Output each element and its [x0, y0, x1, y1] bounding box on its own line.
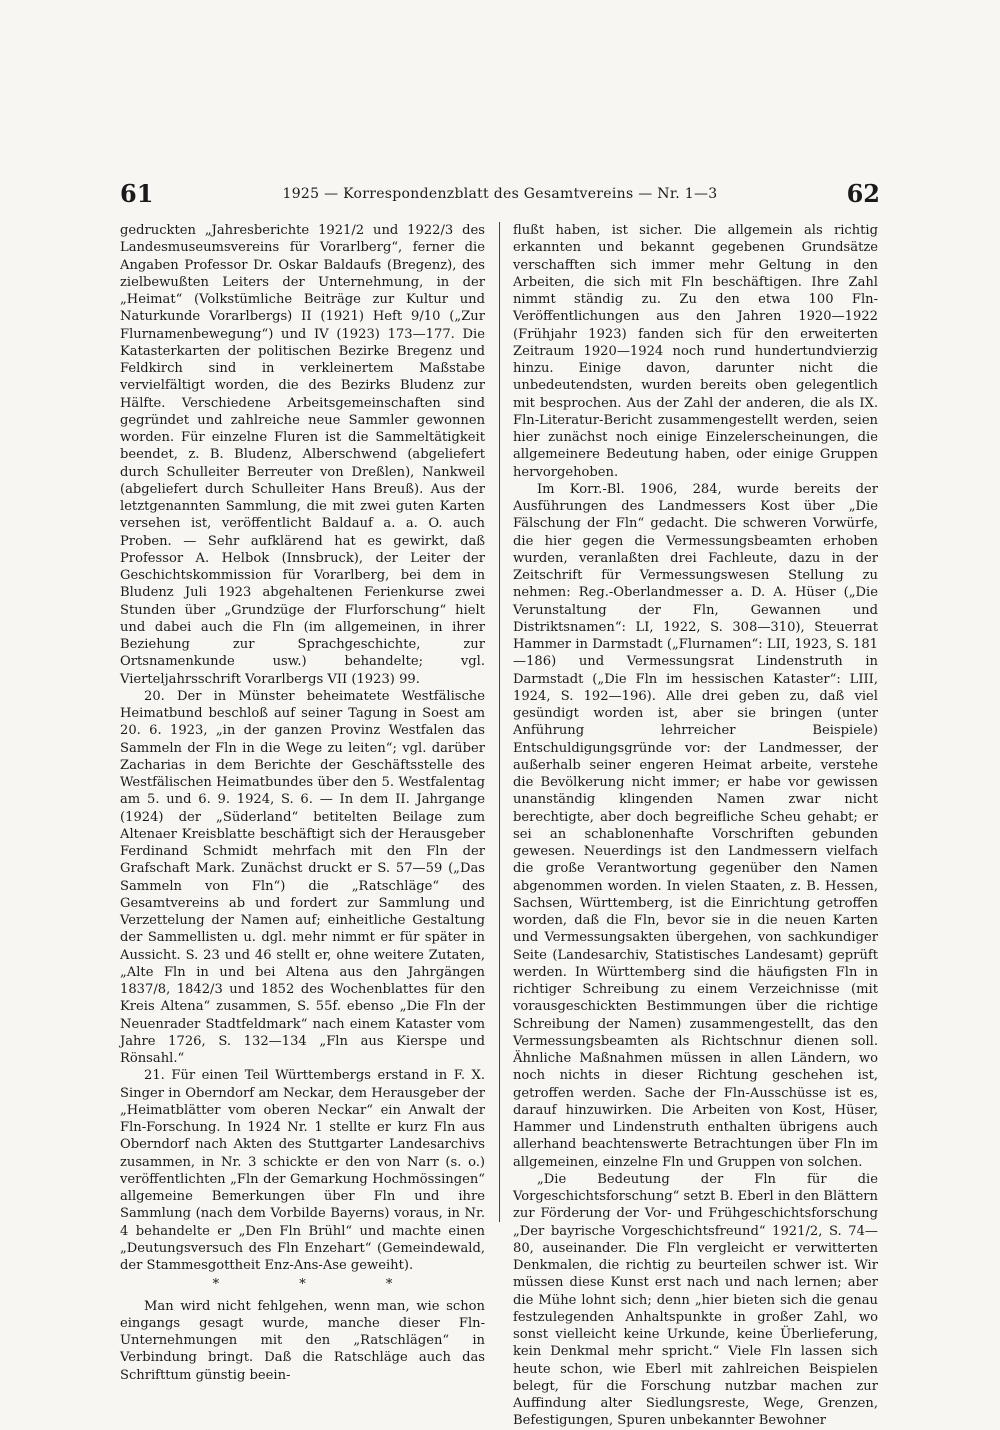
- paragraph: „Die Bedeutung der Fln für die Vorgeschichtsforschung“ setzt B. Eberl in den Blättern zur Förderung der Vor- und Frühgeschichtsforschung „Der bayrische Vorgeschichtsfreund“ 1921/2, S. 74—80, auseinander. Die Fln vergleicht er verwitterten Denkmalen, die richtig zu beurteilen schwer ist. Wir müssen diese Kunst erst nach und nach lernen; aber die Mühe lohnt sich; denn „hier bieten sich die genau festzulegenden Anhaltspunkte in großer Zahl, wo sonst vielleicht keine Urkunde, keine Überlieferung, kein Denkmal mehr spricht.“ Viele Fln lassen sich heute schon, wie Eberl mit zahlreichen Beispielen belegt, für die Forschung nutzbar machen zur Auffindung alter Siedlungsreste, Wege, Grenzen, Befestigungen, Spuren unbekannter Bewohner: [513, 1171, 878, 1429]
- paragraph: 21. Für einen Teil Württembergs erstand in F. X. Singer in Oberndorf am Neckar, dem Herausgeber der „Heimatblätter vom oberen Neckar“ ein Anwalt der Fln-Forschung. In 1924 Nr. 1 stellte er kurz Fln aus Oberndorf nach Akten des Stuttgarter Landesarchivs zusammen, in Nr. 3 schickte er den von Narr (s. o.) veröffentlichten „Fln der Gemarkung Hochmössingen“ allgemeine Bemerkungen über Fln und ihre Sammlung (nach dem Vorbilde Bayerns) voraus, in Nr. 4 behandelte er „Den Fln Brühl“ und machte einen „Deutungsversuch des Fln Enzehart“ (Gemeindewald, der Stammesgottheit Enz-Ans-Ase geweiht).: [120, 1068, 485, 1273]
- column-divider: [499, 222, 500, 1222]
- page-number-right: 62: [846, 179, 880, 208]
- paragraph: gedruckten „Jahresberichte 1921/2 und 1922/3 des Landesmuseumsvereins für Vorarlberg“, ferner die Angaben Professor Dr. Oskar Baldaufs (Bregenz), des zielbewußten Leiters der Unternehmung, in der „Heimat“ (Volkstümliche Beiträge zur Kultur und Naturkunde Vorarlbergs) II (1921) Heft 9/10 („Zur Flurnamenbewegung“) und IV (1923) 173—177. Die Katasterkarten der politischen Bezirke Bregenz und Feldkirch sind in verkleinertem Maßstabe vervielfältigt worden, die des Bezirks Bludenz zur Hälfte. Verschiedene Arbeitsgemeinschaften sind gegründet und zahlreiche neue Sammler gewonnen worden. Für einzelne Fluren ist die Sammeltätigkeit beendet, z. B. Bludenz, Alberschwend (abgeliefert durch Schulleiter Berreuter von Dreßlen), Nankweil (abgeliefert durch Schulleiter Hans Breuß). Aus der letztgenannten Sammlung, die mit zwei guten Karten versehen ist, veröffentlicht Baldauf a. a. O. auch Proben. — Sehr aufklärend hat es gewirkt, daß Professor A. Helbok (Innsbruck), der Leiter der Geschichtskommission für Vorarlberg, bei dem in Bludenz Juli 1923 abgehaltenen Ferienkurse zwei Stunden über „Grundzüge der Flurforschung“ hielt und dabei auch die Fln (im allgemeinen, in ihrer Beziehung zur Sprachgeschichte, zur Ortsnamenkunde usw.) behandelte; vgl. Vierteljahrsschrift Vorarlbergs VII (1923) 99.: [120, 223, 485, 687]
- paragraph: 20. Der in Münster beheimatete Westfälische Heimatbund beschloß auf seiner Tagung in Soest am 20. 6. 1923, „in der ganzen Provinz Westfalen das Sammeln der Fln in die Wege zu leiten“; vgl. darüber Zacharias in dem Berichte der Geschäftsstelle des Westfälischen Heimatbundes über den 5. Westfalentag am 5. und 6. 9. 1924, S. 6. — In dem II. Jahrgange (1924) der „Süderland“ betitelten Beilage zum Altenaer Kreisblatte beschäftigt sich der Herausgeber Ferdinand Schmidt mehrfach mit den Fln der Grafschaft Mark. Zunächst druckt er S. 57—59 („Das Sammeln von Fln“) die „Ratschläge“ des Gesamtvereins ab und fordert zur Sammlung und Verzettelung der Namen auf; einheitliche Gestaltung der Sammellisten u. dgl. mehr nimmt er für später in Aussicht. S. 23 und 46 stellt er, ohne weitere Zutaten, „Alte Fln in und bei Altena aus den Jahrgängen 1837/8, 1842/3 und 1852 des Wochenblattes für den Kreis Altena“ zusammen, S. 55f. ebenso „Die Fln der Neuenrader Stadtfeldmark“ nach einem Kataster vom Jahre 1726, S. 132—134 „Fln aus Kierspe und Rönsahl.“: [120, 688, 485, 1066]
- running-title: 1925 — Korrespondenzblatt des Gesamtvereins — Nr. 1—3: [282, 186, 718, 202]
- paragraph: Im Korr.-Bl. 1906, 284, wurde bereits der Ausführungen des Landmessers Kost über „Die Fälschung der Fln“ gedacht. Die schweren Vorwürfe, die hier gegen die Vermessungsbeamten erhoben wurden, veranlaßten drei Fachleute, dazu in der Zeitschrift für Vermessungswesen Stellung zu nehmen: Reg.-Oberlandmesser a. D. A. Hüser („Die Verunstaltung der Fln, Gewannen und Distriktsnamen“: LI, 1922, S. 308—310), Steuerrat Hammer in Darmstadt („Flurnamen“: LII, 1923, S. 181—186) und Vermessungsrat Lindenstruth in Darmstadt („Die Fln im hessischen Kataster“: LIII, 1924, S. 192—196). Alle drei geben zu, daß viel gesündigt worden ist, aber sie bringen (unter Anführung lehrreicher Beispiele) Entschuldigungsgründe vor: der Landmesser, der außerhalb seiner engeren Heimat arbeite, verstehe die Bevölkerung nicht immer; er habe vor gewissen unanständig klingenden Namen zwar nicht berechtigte, aber doch begreifliche Scheu gehabt; er sei an schablonenhafte Vorschriften gebunden gewesen. Neuerdings ist den Landmessern vielfach die große Verantwortung gegenüber den Namen abgenommen worden. In vielen Staaten, z. B. Hessen, Sachsen, Württemberg, ist die Einrichtung getroffen worden, daß die Fln, bevor sie in die neuen Karten und Vermessungsakten übergehen, von sachkundiger Seite (Landesarchiv, Statistisches Landesamt) geprüft werden. In Württemberg sind die häufigsten Fln in richtiger Schreibung zu einem Verzeichnisse (mit vorausgeschickten Bestimmungen über die richtige Schreibung der Namen) zusammengestellt, das den Vermessungsbeamten als Richtschnur dienen soll. Ähnliche Maßnahmen müssen in allen Ländern, wo noch nichts in dieser Richtung geschehen ist, getroffen werden. Sache der Fln-Ausschüsse ist es, darauf hinzuwirken. Die Arbeiten von Kost, Hüser, Hammer und Lindenstruth enthalten übrigens auch allerhand beachtenswerte Betrachtungen über Fln im allgemeinen, einzelne Fln und Gruppen von solchen.: [513, 481, 878, 1170]
- paragraph: Man wird nicht fehlgehen, wenn man, wie schon eingangs gesagt wurde, manche dieser Fln-Unternehmungen mit den „Ratschlägen“ in Verbindung bringt. Daß die Ratschläge auch das Schrifttum günstig beein-: [120, 1298, 485, 1383]
- right-column: [513, 222, 878, 1430]
- page-number-left: 61: [120, 179, 154, 208]
- left-column: [120, 222, 485, 1384]
- paragraph: flußt haben, ist sicher. Die allgemein als richtig erkannten und bekannt gegebenen Grundsätze verschafften sich immer mehr Geltung in den Arbeiten, die sich mit Fln beschäftigen. Ihre Zahl nimmt ständig zu. Zu den etwa 100 Fln-Veröffentlichungen aus den Jahren 1920—1922 (Frühjahr 1923) fanden sich für den erweiterten Zeitraum 1920—1924 noch rund hundertundvierzig hinzu. Einige davon, darunter nicht die unbedeutendsten, wurden bereits oben gelegentlich mit besprochen. Aus der Zahl der anderen, die als IX. Fln-Literatur-Bericht zusammengestellt werden, seien hier zunächst noch einige Einzelerscheinungen, die allgemeinere Bedeutung haben, oder einige Gruppen hervorgehoben.: [513, 223, 878, 480]
- section-divider-stars: * * *: [212, 1277, 431, 1293]
- page-header: [120, 180, 880, 212]
